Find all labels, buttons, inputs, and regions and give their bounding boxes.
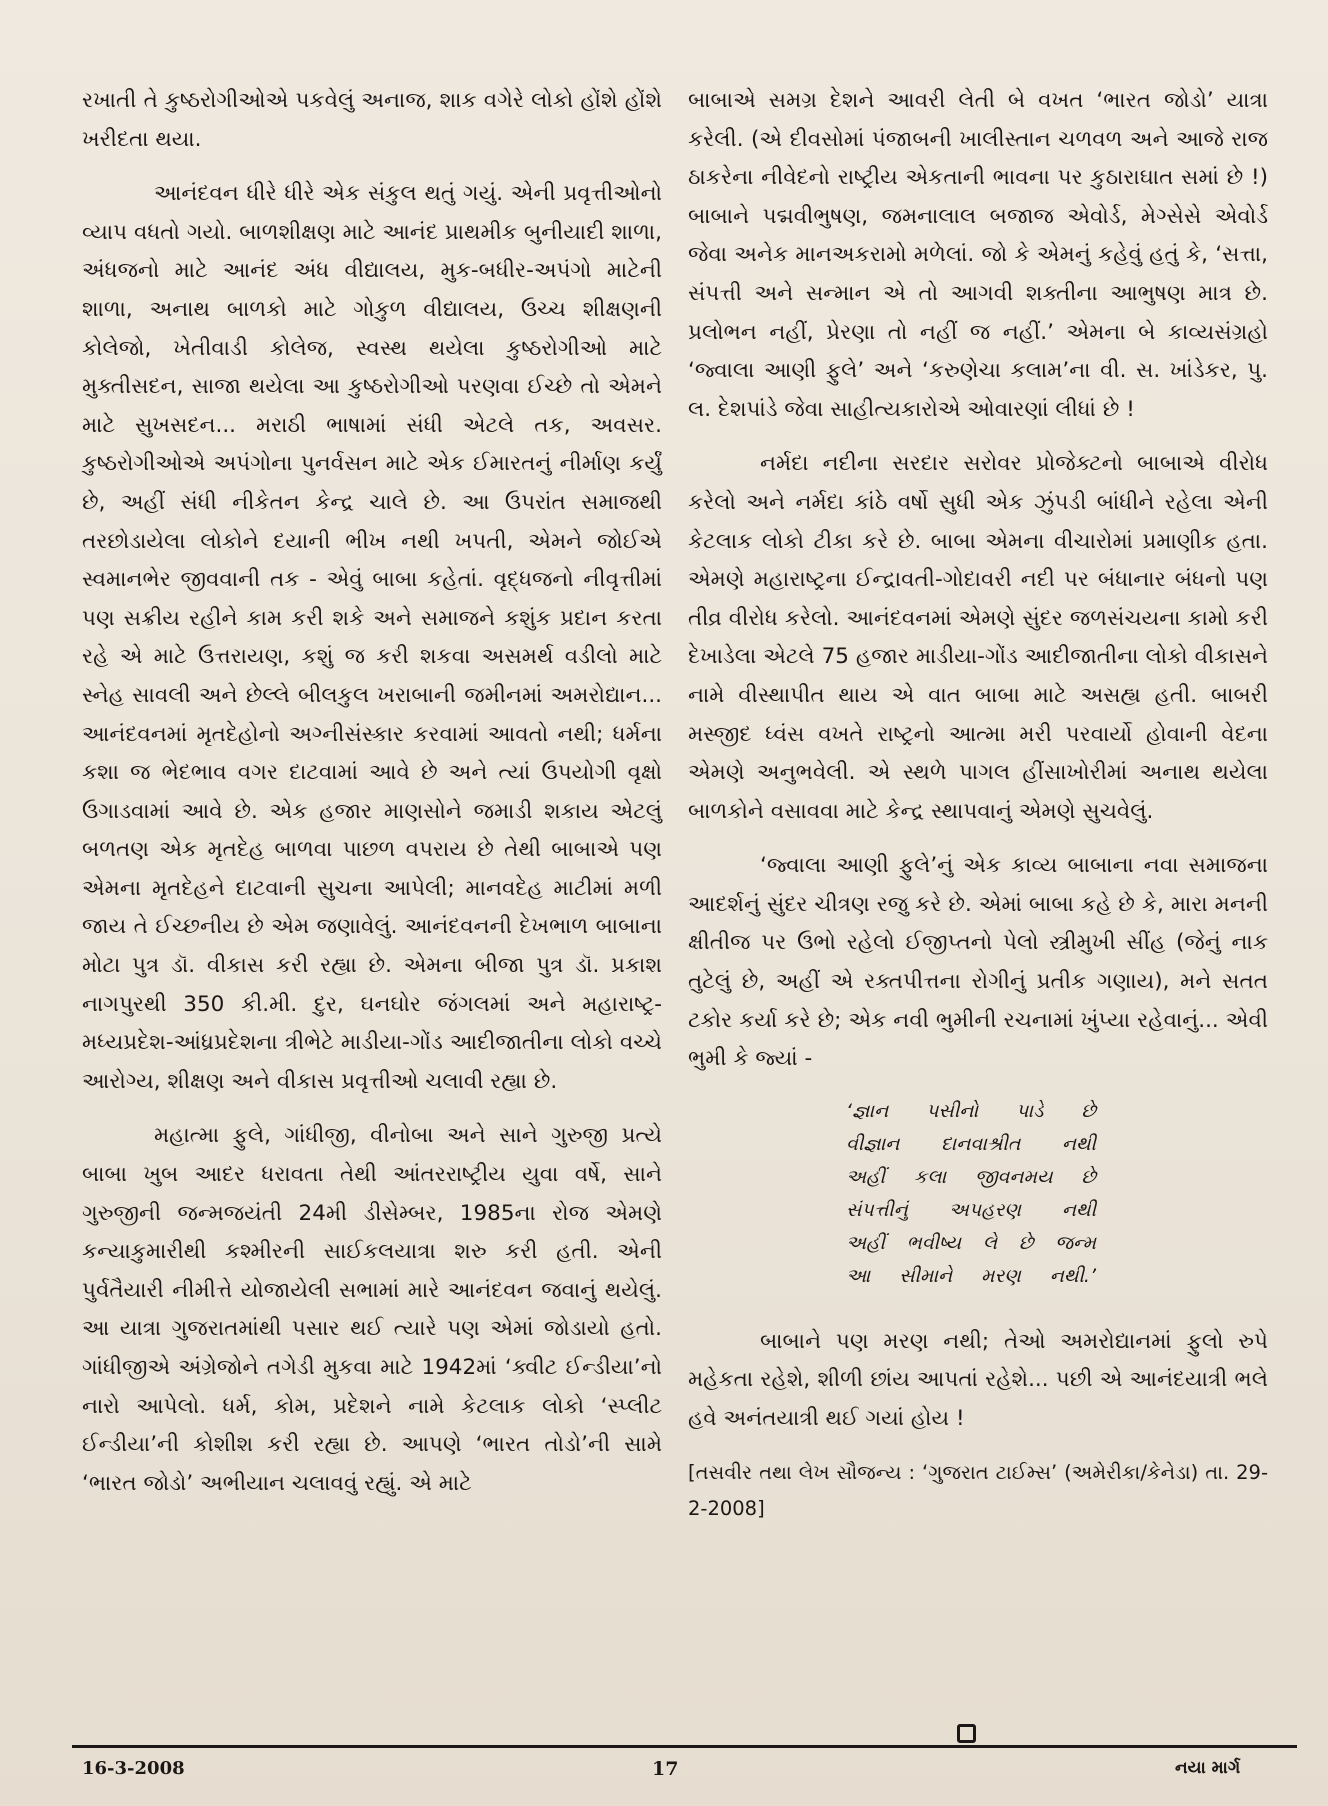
magazine-name: નયા માર્ગ: [1175, 1758, 1241, 1778]
poem-line: અહીં ભવીષ્ય લે છે જન્મ: [846, 1231, 1096, 1254]
poem-line: ‘જ્ઞાન પસીનો પાડે છે: [846, 1099, 1096, 1122]
paragraph-closing: બાબાને પણ મરણ નથી; તેઓ અમરોદ્યાનમાં ફુલો રુપે મહેકતા રહેશે, શીળી છાંય આપતાં રહેશે... પછી એ આનંદયાત્રી ભલે હવે અનંતયાત્રી થઈ ગયાં હોય !: [688, 1328, 1268, 1432]
poem-line: અહીં કલા જીવનમય છે: [846, 1165, 1096, 1188]
paragraph-yatra: બાબાએ સમગ્ર દેશને આવરી લેતી બે વખત ‘ભારત જોડો’ યાત્રા કરેલી. (એ દીવસોમાં પંજાબની ખાલીસ્તાન ચળવળ અને આજે રાજ ઠાકરેના નીવેદનો રાષ્ટ્રીય એકતાની ભાવના પર કુઠારાઘાત સમાં છે !) બાબાને પદ્મવીભુષણ, જમનાલાલ બજાજ એવોર્ડ, મેગ્સેસે એવોર્ડ જેવા અનેક માનઅકરામો મળેલાં. જો કે એમનું કહેવું હતું કે, ‘સત્તા, સંપત્તી અને સન્માન એ તો આગવી શક્તીના આભુષણ માત્ર છે. પ્રલોભન નહીં, પ્રેરણા તો નહીં જ નહીં.’ એમના બે કાવ્યસંગ્રહો ‘જ્વાલા આણી ફુલે’ અને ‘કરુણેચા કલામ’ના વી. સ. ખાંડેકર, પુ. લ. દેશપાંડે જેવા સાહીત્યકારોએ ઓવારણાં લીધાં છે !: [688, 88, 1268, 422]
page-number: 17: [652, 1758, 679, 1780]
paragraph-narmada: નર્મદા નદીના સરદાર સરોવર પ્રોજેક્ટનો બાબાએ વીરોધ કરેલો અને નર્મદા કાંઠે વર્ષો સુધી એક ઝુંપડી બાંધીને રહેલા એની કેટલાક લોકો ટીકા કરે છે. બાબા એમના વીચારોમાં પ્રમાણીક હતા. એમણે મહારાષ્ટ્રના ઈન્દ્રાવતી-ગોદાવરી નદી પર બંધાનાર બંધનો પણ તીવ્ર વીરોધ કરેલો. આનંદવનમાં એમણે સુંદર જળસંચયના કામો કરી દેખાડેલા એટલે 75 હજાર માડીયા-ગોંડ આદીજાતીના લોકો વીકાસને નામે વીસ્થાપીત થાય એ વાત બાબા માટે અસહ્ય હતી. બાબરી મસ્જીદ ધ્વંસ વખતે રાષ્ટ્રનો આત્મા મરી પરવાર્યો હોવાની વેદના એમણે અનુભવેલી. એ સ્થળે પાગલ હીંસાખોરીમાં અનાથ થયેલા બાળકોને વસાવવા માટે કેન્દ્ર સ્થાપવાનું એમણે સુચવેલું.: [688, 451, 1268, 824]
poem-line: આ સીમાને મરણ નથી.’: [846, 1264, 1096, 1287]
footer-divider: [72, 1745, 1297, 1748]
right-column: [688, 82, 1268, 1543]
left-column: [82, 82, 662, 1519]
poem-line: સંપત્તીનું અપહરણ નથી: [846, 1198, 1096, 1221]
poem-line: વીજ્ઞાન દાનવાશ્રીત નથી: [846, 1132, 1096, 1155]
paragraph-bharat-jodo: મહાત્મા ફુલે, ગાંધીજી, વીનોબા અને સાને ગુરુજી પ્રત્યે બાબા ખુબ આદર ધરાવતા તેથી આંતરરાષ્ટ્રીય યુવા વર્ષે, સાને ગુરુજીની જન્મજયંતી 24મી ડીસેમ્બર, 1985ના રોજ એમણે કન્યાકુમારીથી કશ્મીરની સાઈકલયાત્રા શરુ કરી હતી. એની પુર્વતૈયારી નીમીત્તે યોજાયેલી સભામાં મારે આનંદવન જવાનું થયેલું. આ યાત્રા ગુજરાતમાંથી પસાર થઈ ત્યારે પણ એમાં જોડાયો હતો. ગાંધીજીએ અંગ્રેજોને તગેડી મુકવા માટે 1942માં ‘ક્વીટ ઈન્ડીયા’નો નારો આપેલો. ધર્મ, કોમ, પ્રદેશને નામે કેટલાક લોકો ‘સ્પ્લીટ ઈન્ડીયા’ની કોશીશ કરી રહ્યા છે. આપણે ‘ભારત તોડો’ની સામે ‘ભારત જોડો’ અભીયાન ચલાવવું રહ્યું. એ માટે: [82, 1123, 662, 1496]
paragraph-anandvan: આનંદવન ધીરે ધીરે એક સંકુલ થતું ગયું. એની પ્રવૃત્તીઓનો વ્યાપ વધતો ગયો. બાળશીક્ષણ માટે આનંદ પ્રાથમીક બુનીયાદી શાળા, અંધજનો માટે આનંદ અંધ વીદ્યાલય, મુક-બધીર-અપંગો માટેની શાળા, અનાથ બાળકો માટે ગોકુળ વીદ્યાલય, ઉચ્ચ શીક્ષણની કોલેજો, ખેતીવાડી કોલેજ, સ્વસ્થ થયેલા કુષ્ઠરોગીઓ માટે મુક્તીસદન, સાજા થયેલા આ કુષ્ઠરોગીઓ પરણવા ઈચ્છે તો એમને માટે સુખસદન... મરાઠી ભાષામાં સંધી એટલે તક, અવસર. કુષ્ઠરોગીઓએ અપંગોના પુનર્વસન માટે એક ઈમારતનું નીર્માણ કર્યું છે, અહીં સંધી નીકેતન કેન્દ્ર ચાલે છે. આ ઉપરાંત સમાજથી તરછોડાયેલા લોકોને દયાની ભીખ નથી ખપતી, એમને જોઈએ સ્વમાનભેર જીવવાની તક - એવું બાબા કહેતાં. વૃદ્ધજનો નીવૃત્તીમાં પણ સક્રીય રહીને કામ કરી શકે અને સમાજને કશુંક પ્રદાન કરતા રહે એ માટે ઉત્તરાયણ, કશું જ કરી શકવા અસમર્થ વડીલો માટે સ્નેહ સાવલી અને છેલ્લે બીલકુલ ખરાબાની જમીનમાં અમરોદ્યાન... આનંદવનમાં મૃતદેહોનો અગ્નીસંસ્કાર કરવામાં આવતો નથી; ધર્મના કશા જ ભેદભાવ વગર દાટવામાં આવે છે અને ત્યાં ઉપયોગી વૃક્ષો ઉગાડવામાં આવે છે. એક હજાર માણસોને જમાડી શકાય એટલું બળતણ એક મૃતદેહ બાળવા પાછળ વપરાય છે તેથી બાબાએ પણ એમના મૃતદેહને દાટવાની સુચના આપેલી; માનવદેહ માટીમાં મળી જાય તે ઈચ્છનીય છે એમ જણાવેલું. આનંદવનની દેખભાળ બાબાના મોટા પુત્ર ડૉ. વીકાસ કરી રહ્યા છે. એમના બીજા પુત્ર ડૉ. પ્રકાશ નાગપુરથી 350 કી.મી. દુર, ઘનઘોર જંગલમાં અને મહારાષ્ટ્ર-મધ્યપ્રદેશ-આંધ્રપ્રદેશના ત્રીભેટે માડીયા-ગોંડ આદીજાતીના લોકો વચ્ચે આરોગ્ય, શીક્ષણ અને વીકાસ પ્રવૃત્તીઓ ચલાવી રહ્યા છે.: [82, 181, 662, 1094]
end-of-article-mark: [957, 1724, 976, 1743]
paragraph-poem-intro: ‘જ્વાલા આણી ફુલે’નું એક કાવ્ય બાબાના નવા સમાજના આદર્શનું સુંદર ચીત્રણ રજુ કરે છે. એમાં બાબા કહે છે કે, મારા મનની ક્ષીતીજ પર ઉભો રહેલો ઈજીપ્તનો પેલો સ્ત્રીમુખી સીંહ (જેનું નાક તુટેલું છે, અહીં એ રક્તપીત્તના રોગીનું પ્રતીક ગણાય), મને સતત ટકોર કર્યા કરે છે; એક નવી ભુમીની રચનામાં ખુંપ્યા રહેવાનું... એવી ભુમી કે જ્યાં -: [688, 853, 1268, 1072]
paragraph-continuation: રખાતી તે કુષ્ઠરોગીઓએ પકવેલું અનાજ, શાક વગેરે લોકો હોંશે હોંશે ખરીદતા થયા.: [82, 88, 662, 152]
footer-date: 16-3-2008: [82, 1758, 185, 1779]
poem-block: [846, 1095, 1268, 1293]
credit-line: [તસવીર તથા લેખ સૌજન્ય : ‘ગુજરાત ટાઈમ્સ’ (અમેરીકા/કેનેડા) તા. 29-2-2008]: [688, 1460, 1268, 1520]
